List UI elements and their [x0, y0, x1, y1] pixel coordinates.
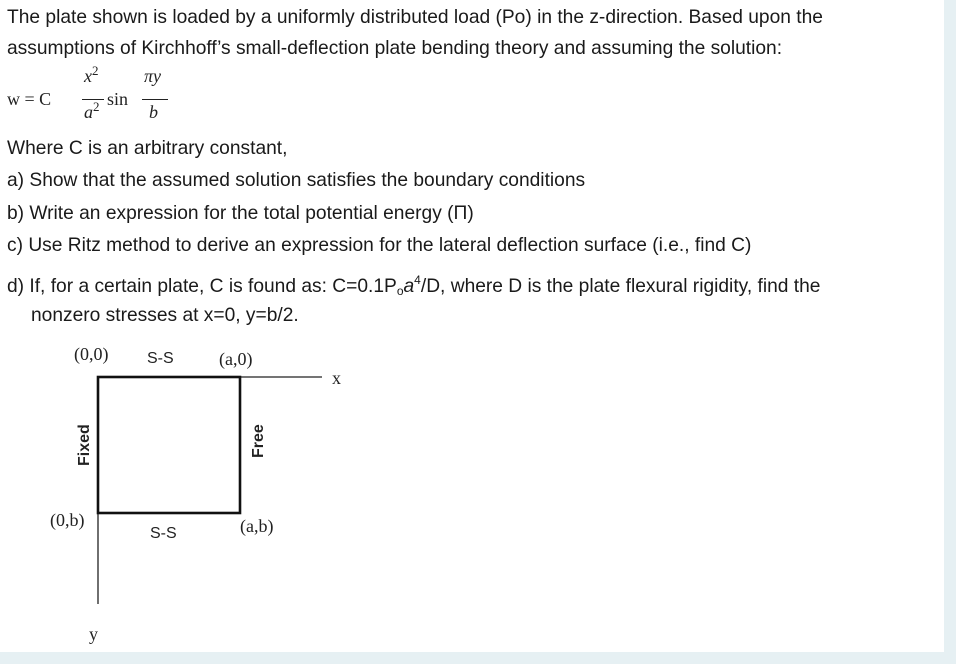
corner-bottom-left-label: (0,b) — [50, 510, 85, 530]
intro-line-1: The plate shown is loaded by a uniformly distributed load (Po) in the z-direction. Based upon the — [7, 7, 823, 28]
corner-bottom-right-label: (a,b) — [240, 516, 274, 536]
equation-den1: $a^2$ — [84, 99, 100, 122]
corner-top-right-label: (a,0) — [219, 349, 253, 369]
x-axis-label: x — [332, 368, 341, 388]
equation-num1: $x^2$ — [84, 63, 99, 86]
part-d: d) If, for a certain plate, C is found as: C=0.1Poa$^4$/D, where D is the plate flexural rigidity, find the — [7, 273, 821, 298]
equation-sin: sin — [107, 89, 129, 109]
part-a: a) Show that the assumed solution satisfies the boundary conditions — [7, 170, 586, 191]
corner-top-left-label: (0,0) — [74, 344, 109, 364]
part-c: c) Use Ritz method to derive an expression for the lateral deflection surface (i.e., find C) — [7, 235, 752, 256]
where-line: Where C is an arbitrary constant, — [7, 138, 288, 159]
part-d-line-2: nonzero stresses at x=0, y=b/2. — [31, 305, 299, 326]
plate-rectangle — [98, 377, 240, 513]
equation-num2: πy — [144, 66, 162, 86]
part-b: b) Write an expression for the total potential energy (Π) — [7, 203, 474, 224]
bottom-edge-label: S-S — [150, 525, 177, 542]
top-edge-label: S-S — [147, 350, 174, 367]
intro-line-2: assumptions of Kirchhoff’s small-deflection plate bending theory and assuming the solution: — [7, 38, 783, 59]
equation-lhs: w = C — [7, 89, 52, 109]
y-axis-label: y — [89, 624, 98, 644]
equation-den2: b — [149, 102, 158, 122]
left-edge-label: Fixed — [76, 424, 93, 466]
right-edge-label: Free — [250, 424, 267, 458]
